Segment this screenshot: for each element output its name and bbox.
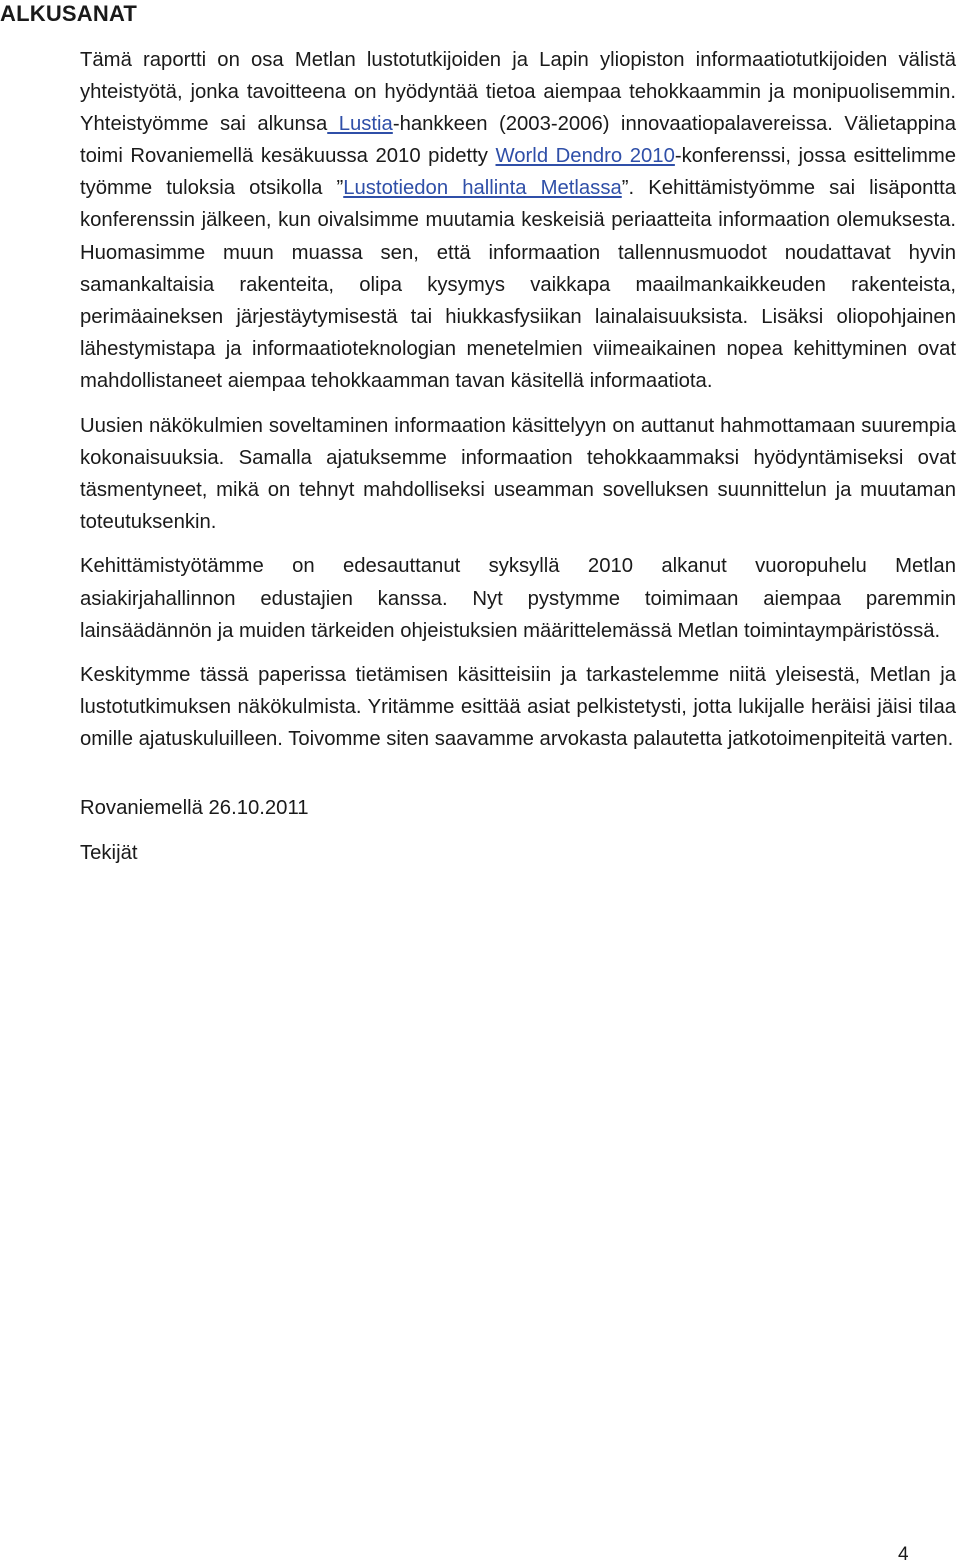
page-heading: ALKUSANAT [0,1,138,26]
paragraph-4: Keskitymme tässä paperissa tietämisen käsitteisiin ja tarkastelemme niitä yleisestä, Metlan ja lustotutkimuksen näkökulmista. Yritämme esittää asiat pelkistetysti, jotta lukijalle heräisi jäisi tilaa omille ajatuskuluilleen. Toivomme siten saavamme arvokasta palautetta jatkotoimenpiteitä varten. [80,664,956,751]
lustia-link[interactable]: Lustia [327,113,393,136]
paragraph-1-text-d: ”. Kehittämistyömme sai lisäpontta konferenssin jälkeen, kun oivalsimme muutamia keskeisiä periaatteita informaation olemuksesta. Huomasimme muun muassa sen, että informaation tallennusmuodot noudattavat hyvin samankaltaisia rakenteita, olipa kysymys vaikkapa maailmankaikkeuden rakenteista, perimäaineksen järjestäytymisestä tai hiukkasfysiikan lainalaisuuksista. Lisäksi oliopohjainen lähestymistapa ja informaatioteknologian menetelmien viimeaikainen nopea kehittyminen ovat mahdollistaneet aiempaa tehokkaamman tavan käsitellä informaatiota. [80,177,956,392]
preface-body [80,44,956,881]
paragraph-1-text-b: -hankkeen (2003-2006) innovaatiopalavereissa. Välietappina toimi Rovaniemellä kesäkuussa 2010 pidetty [80,113,956,168]
paragraph-2: Uusien näkökulmien soveltaminen informaation käsittelyyn on auttanut hahmottamaan suurempia kokonaisuuksia. Samalla ajatuksemme informaation tehokkaammaksi hyödyntämiseksi ovat täsmentyneet, mikä on tehnyt mahdolliseksi useamman sovelluksen suunnittelun ja muutaman toteutuksenkin. [80,414,956,533]
place-date: Rovaniemellä 26.10.2011 [80,797,309,820]
world-dendro-link[interactable]: World Dendro 2010 [495,145,675,168]
signature: Tekijät [80,841,138,864]
paragraph-1-text-a: Tämä raportti on osa Metlan lustotutkijoiden ja Lapin yliopiston informaatiotutkijoiden välistä yhteistyötä, jonka tavoitteena on hyödyntää tietoa aiempaa tehokkaammin ja monipuolisemmin. Yhteistyömme sai alkunsa [80,49,956,136]
paragraph-1-text-c: -konferenssi, jossa esittelimme työmme tuloksia otsikolla ” [80,145,957,200]
lustotiedon-hallinta-link[interactable]: Lustotiedon hallinta Metlassa [343,177,622,200]
paragraph-1 [80,44,956,397]
page-number: 4 [898,1544,909,1565]
paragraph-3: Kehittämistyötämme on edesauttanut syksyllä 2010 alkanut vuoropuhelu Metlan asiakirjahallinnon edustajien kanssa. Nyt pystymme toimimaan aiempaa paremmin lainsäädännön ja muiden tärkeiden ohjeistuksien määrittelemässä Metlan toimintaympäristössä. [80,555,956,642]
